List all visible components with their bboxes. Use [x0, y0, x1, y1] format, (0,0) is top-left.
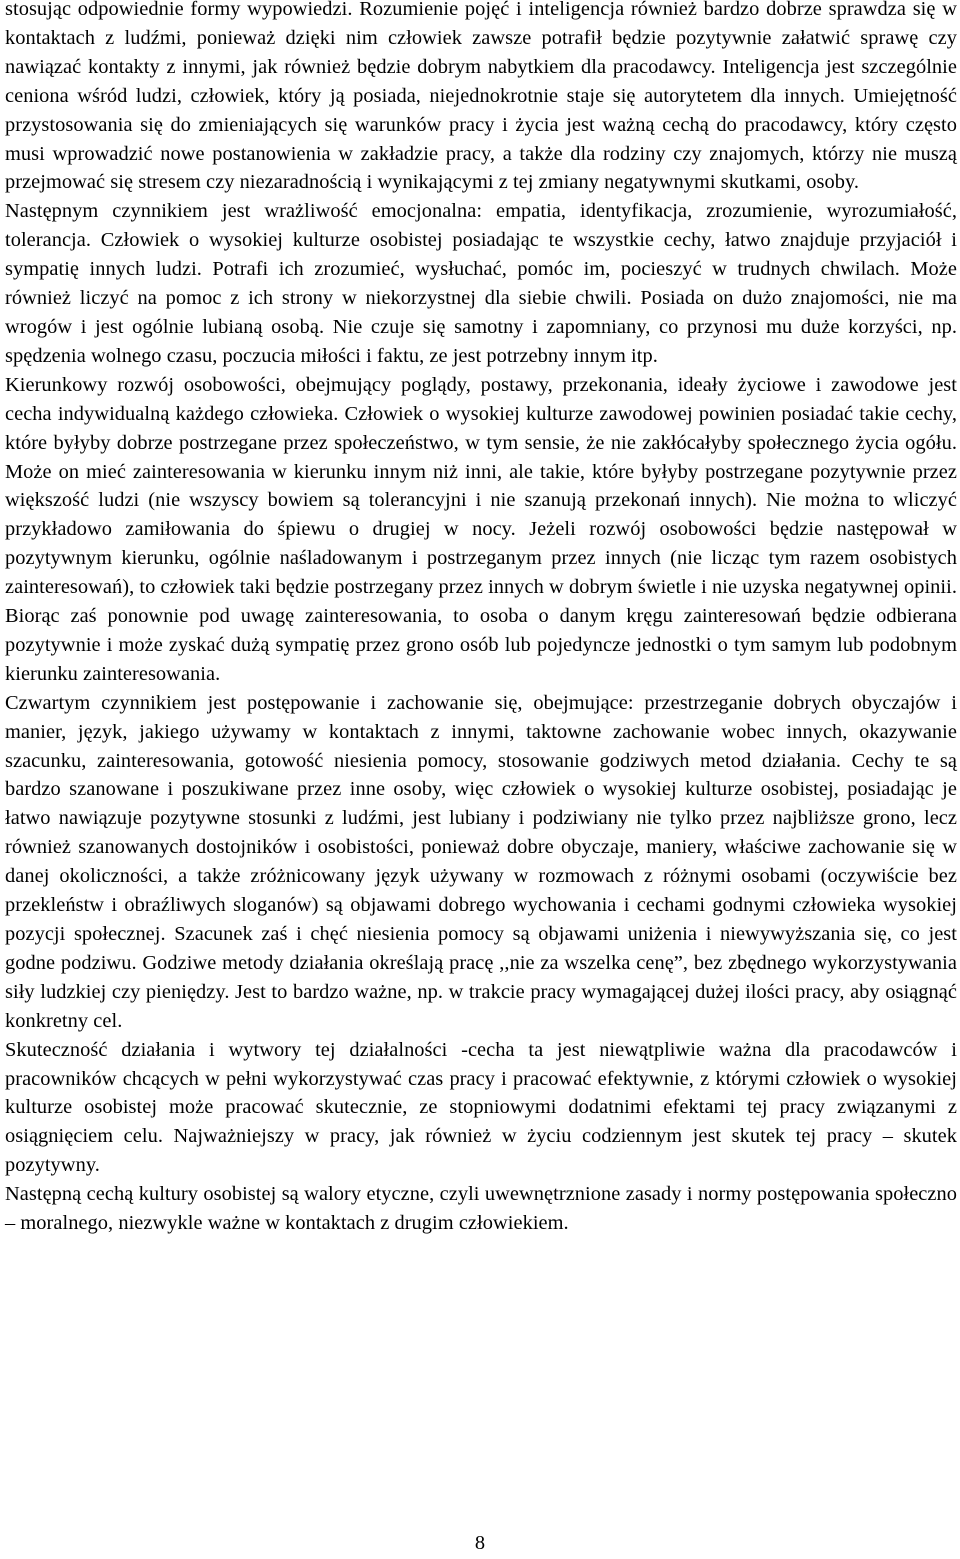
document-page: [5, 0, 957, 1238]
paragraph-behavior-conduct: Czwartym czynnikiem jest postępowanie i zachowanie się, obejmujące: przestrzeganie dobrych obyczajów i manier, język, jakiego używamy w kontaktach z innymi, taktowne zachowanie wobec innych, okazywanie szacunku, zainteresowania, gotowość niesienia pomocy, stosowanie godziwych metod działania. Cechy te są bardzo szanowane i poszukiwane przez inne osoby, więc człowiek o wysokiej kulturze osobistej, posiadając je łatwo nawiązuje pozytywne stosunki z ludźmi, jest lubiany i podziwiany nie tylko przez najbliższe grono, lecz również szanowanych dostojników i osobistości, ponieważ dobre obyczaje, maniery, właściwe zachowanie się w danej okoliczności, a także zróżnicowany język używany w rozmowach z różnymi osobami (oczywiście bez przekleństw i obraźliwych sloganów) są objawami dobrego wychowania i cechami godnymi człowieka wysokiej pozycji społecznej. Szacunek zaś i chęć niesienia pomocy są objawami uniżenia i niewywyższania się, co jest godne podziwu. Godziwe metody działania określają pracę ,,nie za wszelka cenę”, bez zbędnego wykorzystywania siły ludzkiej czy pieniędzy. Jest to bardzo ważne, np. w trakcie pracy wymagającej dużej ilości pracy, aby osiągnąć konkretny cel.: [5, 691, 957, 1032]
paragraph-personality-development: Kierunkowy rozwój osobowości, obejmujący poglądy, postawy, przekonania, ideały życiowe i zawodowe jest cecha indywidualną każdego człowieka. Człowiek o wysokiej kulturze zawodowej powinien posiadać takie cechy, które byłyby dobrze postrzegane przez społeczeństwo, w tym sensie, że nie zakłócałyby społecznego życia ogółu. Może on mieć zainteresowania w kierunku innym niż inni, ale takie, które byłyby postrzegane pozytywnie przez większość ludzi (nie wszyscy bowiem są tolerancyjni i nie szanują przekonań innych). Nie można to wliczyć przykładowo zamiłowania do śpiewu o drugiej w nocy. Jeżeli rozwój osobowości będzie następował w pozytywnym kierunku, ogólnie naśladowanym i postrzeganym przez innych (nie licząc tym razem osobistych zainteresowań), to człowiek taki będzie postrzegany przez innych w dobrym świetle i nie uzyska negatywnej opinii. Biorąc zaś ponownie pod uwagę zainteresowania, to osoba o danym kręgu zainteresowań będzie odbierana pozytywnie i może zyskać dużą sympatię przez grono osób lub pojedyncze jednostki o tym samym lub podobnym kierunku zainteresowania.: [5, 373, 957, 685]
paragraph-ethical-values: Następną cechą kultury osobistej są walory etyczne, czyli uwewnętrznione zasady i normy postępowania społeczno – moralnego, niezwykle ważne w kontaktach z drugim człowiekiem.: [5, 1183, 957, 1235]
paragraph-intelligence: stosując odpowiednie formy wypowiedzi. Rozumienie pojęć i inteligencja również bardzo dobrze sprawdza się w kontaktach z ludźmi, ponieważ dzięki nim człowiek zawsze potrafił będzie pozytywnie załatwić sprawę czy nawiązać kontakty z innymi, jak również będzie dobrym nabytkiem dla pracodawcy. Inteligencja jest szczególnie ceniona wśród ludzi, człowiek, który ją posiada, niejednokrotnie staje się autorytetem dla innych. Umiejętność przystosowania się do zmieniających się warunków pracy i życia jest ważną cechą do pracodawcy, który często musi wprowadzić nowe postanowienia w zakładzie pracy, a także dla rodziny czy znajomych, którzy nie muszą przejmować się stresem czy niezaradnością i wynikającymi z tej zmiany negatywnymi skutkami, osoby.: [5, 0, 957, 194]
page-number: 8: [474, 1532, 486, 1554]
paragraph-effectiveness: Skuteczność działania i wytwory tej działalności -cecha ta jest niewątpliwie ważna dla pracodawców i pracowników chcących w pełni wykorzystywać czas pracy i pracować efektywnie, z którymi człowiek o wysokiej kulturze osobistej może pracować skutecznie, ze stopniowymi dodatnimi efektami tej pracy związanymi z osiągnięciem celu. Najważniejszy w pracy, jak również w życiu codziennym jest skutek tej pracy – skutek pozytywny.: [5, 1038, 957, 1177]
paragraph-emotional-sensitivity: Następnym czynnikiem jest wrażliwość emocjonalna: empatia, identyfikacja, zrozumienie, wyrozumiałość, tolerancja. Człowiek o wysokiej kulturze osobistej posiadając te wszystkie cechy, łatwo znajduje przyjaciół i sympatię innych ludzi. Potrafi ich zrozumieć, wysłuchać, pomóc im, pocieszyć w trudnych chwilach. Może również liczyć na pomoc z ich strony w niekorzystnej dla siebie chwili. Posiada on dużo znajomości, nie ma wrogów i jest ogólnie lubianą osobą. Nie czuje się samotny i zapomniany, co przynosi mu duże korzyści, np. spędzenia wolnego czasu, poczucia miłości i faktu, ze jest potrzebny innym itp.: [5, 200, 957, 367]
